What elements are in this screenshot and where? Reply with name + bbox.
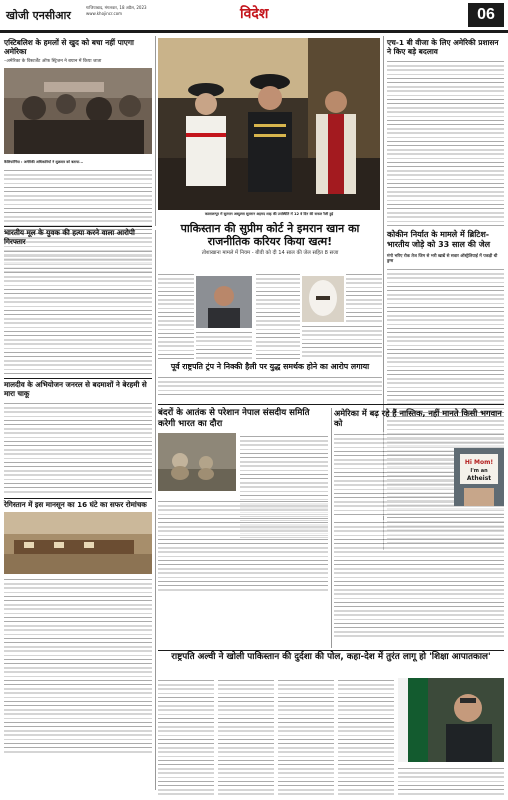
monkey-photo: [158, 433, 236, 491]
story-maldives: [4, 380, 152, 498]
story-h1b: [387, 38, 504, 228]
logo: [6, 4, 84, 22]
story-headline: बंदरों के आतंक से परेशान नेपाल संसदीय समिति करेगी भारत का दौरा: [158, 408, 310, 429]
story-body-text: [158, 499, 328, 593]
story-headline: अमेरिका में बढ़ रहे हैं नास्तिक, नहीं मानते किसी भगवान को: [334, 408, 502, 428]
story-photo-caption: कैलिफोर्निया : अमेरिकी अधिकारियों ने शुक्रवार को बताया...: [4, 160, 84, 164]
column-divider: [155, 36, 156, 226]
story-body-text: [4, 401, 152, 495]
date-line: गाजियाबाद, मंगलवार, 18 अप्रैल, 2023: [86, 5, 147, 10]
story-headline: मालदीव के अभियोजन जनरल से बदमाशों ने बेरहमी से मारा चाकू: [4, 380, 147, 398]
column-divider: [155, 230, 156, 790]
main-body-col-1: [158, 272, 194, 360]
page-number: 06: [468, 3, 504, 27]
protest-sign-photo: [454, 448, 504, 506]
main-body-col-4: [302, 324, 382, 360]
story-body-text: [218, 678, 274, 796]
story-body-text: [158, 678, 214, 796]
sign-text-2: I'm an: [470, 468, 488, 474]
section-rule: [4, 498, 152, 499]
story-body-text: [338, 678, 394, 796]
royal-photo-caption: कालालम्पुर में सुल्तान अब्दुल्ला सुल्तान अहमद शाह की उपस्थिति में 12 वे दिन की सफल रैली हुई: [204, 212, 334, 216]
main-body-col-5: [346, 272, 382, 322]
website-line: www.khojincr.com: [86, 11, 123, 16]
section-rule: [4, 378, 152, 379]
sign-text-1: Hi Mom!: [464, 459, 494, 466]
story-body-text: [387, 59, 504, 227]
masthead-meta: [86, 5, 196, 17]
story-headline: राष्ट्रपति अल्वी ने खोली पाकिस्तान की दुर्दशा की पोल, कहा-देश में तुरंत लागू हो 'शिक्षा आपातकाल': [171, 652, 491, 662]
storm-photo: [4, 512, 152, 574]
section-rule: [4, 226, 152, 227]
story-subhead: मंगो भरिए रोक तेज जिम से भरी खाद्यें से सवार ऑस्ट्रेलियाई में पकड़ी थी ड्रग्स: [387, 253, 498, 264]
main-story: [158, 222, 382, 266]
story-headline: एस्टिबलिश के हमलों से खुद को बचा नहीं पाएगा अमेरिका: [4, 38, 134, 56]
story-imran-attack: [4, 38, 152, 158]
logo-text: खोजी एनसीआर: [6, 9, 71, 22]
main-subhead: तोशाखाना मामले में नियम - बीवी को दी 14 साल की जेल सहित 8 सजा: [201, 250, 339, 256]
story-body-text: [398, 766, 504, 796]
story-headline: भारतीय मूल के युवक की हत्या करने वाला आरोपी गिरफ्तार: [4, 228, 135, 246]
imran-photo: [196, 276, 252, 328]
story-alvi: [158, 652, 504, 796]
story-body-text: [4, 249, 152, 377]
crowd-photo: [4, 68, 152, 154]
story-body-text: [278, 678, 334, 796]
masthead-rule: [0, 30, 508, 33]
story-photo: [4, 68, 152, 154]
veiled-woman-photo: [302, 276, 344, 322]
story-trump-haley: [158, 362, 382, 402]
story-body-text: [4, 577, 152, 753]
portrait-photo: [196, 276, 252, 328]
president-photo: [398, 678, 504, 762]
story-headline: पूर्व राष्ट्रपति ट्रंप ने निक्की हैली पर युद्ध समर्थक होने का आरोप लगाया: [170, 362, 370, 371]
main-body-col-2: [196, 330, 252, 360]
royal-photo: [158, 38, 380, 210]
atheist-sign-photo: [454, 448, 504, 506]
royal-ceremony-photo: [158, 38, 380, 210]
sign-text-3: Atheist: [466, 475, 492, 482]
story-nepal: [158, 408, 328, 648]
column-divider: [383, 36, 384, 236]
column-divider: [331, 408, 332, 648]
story-headline: कोकीन निर्यात के मामले में ब्रिटिश-भारतीय जोड़े को 33 साल की जेल: [387, 230, 491, 249]
story-subhead: –अमेरिका के विस्टर्जेंट ऑफ स्ट्रिजन ने बयान में किया जाता: [4, 59, 102, 64]
story-headline: रेगिस्तान में इस मानसून का 16 घंटे का सफर रोमांचक: [4, 500, 147, 509]
story-sand-storm: [4, 500, 152, 790]
main-body-col-3: [256, 272, 300, 360]
main-headline: पाकिस्तान की सुप्रीम कोर्ट ने इमरान खान का राजनीतिक करियर किया खत्म!: [180, 222, 360, 248]
story-headline: एच-1 बी वीजा के लिए अमेरिकी प्रशासन ने किए बड़े बदलाव: [387, 38, 499, 56]
desert-train-photo: [4, 512, 152, 574]
monkeys-photo: [158, 433, 236, 491]
section-title: विदेश: [240, 6, 269, 22]
bushra-photo: [302, 276, 344, 322]
section-rule: [158, 404, 504, 405]
story-atheists: [334, 408, 504, 648]
story-indian-origin: [4, 228, 152, 378]
section-rule: [158, 650, 504, 651]
alvi-photo: [398, 678, 504, 762]
masthead: [0, 0, 508, 34]
story-body-text: [334, 520, 504, 638]
story-body-text: [158, 375, 382, 397]
